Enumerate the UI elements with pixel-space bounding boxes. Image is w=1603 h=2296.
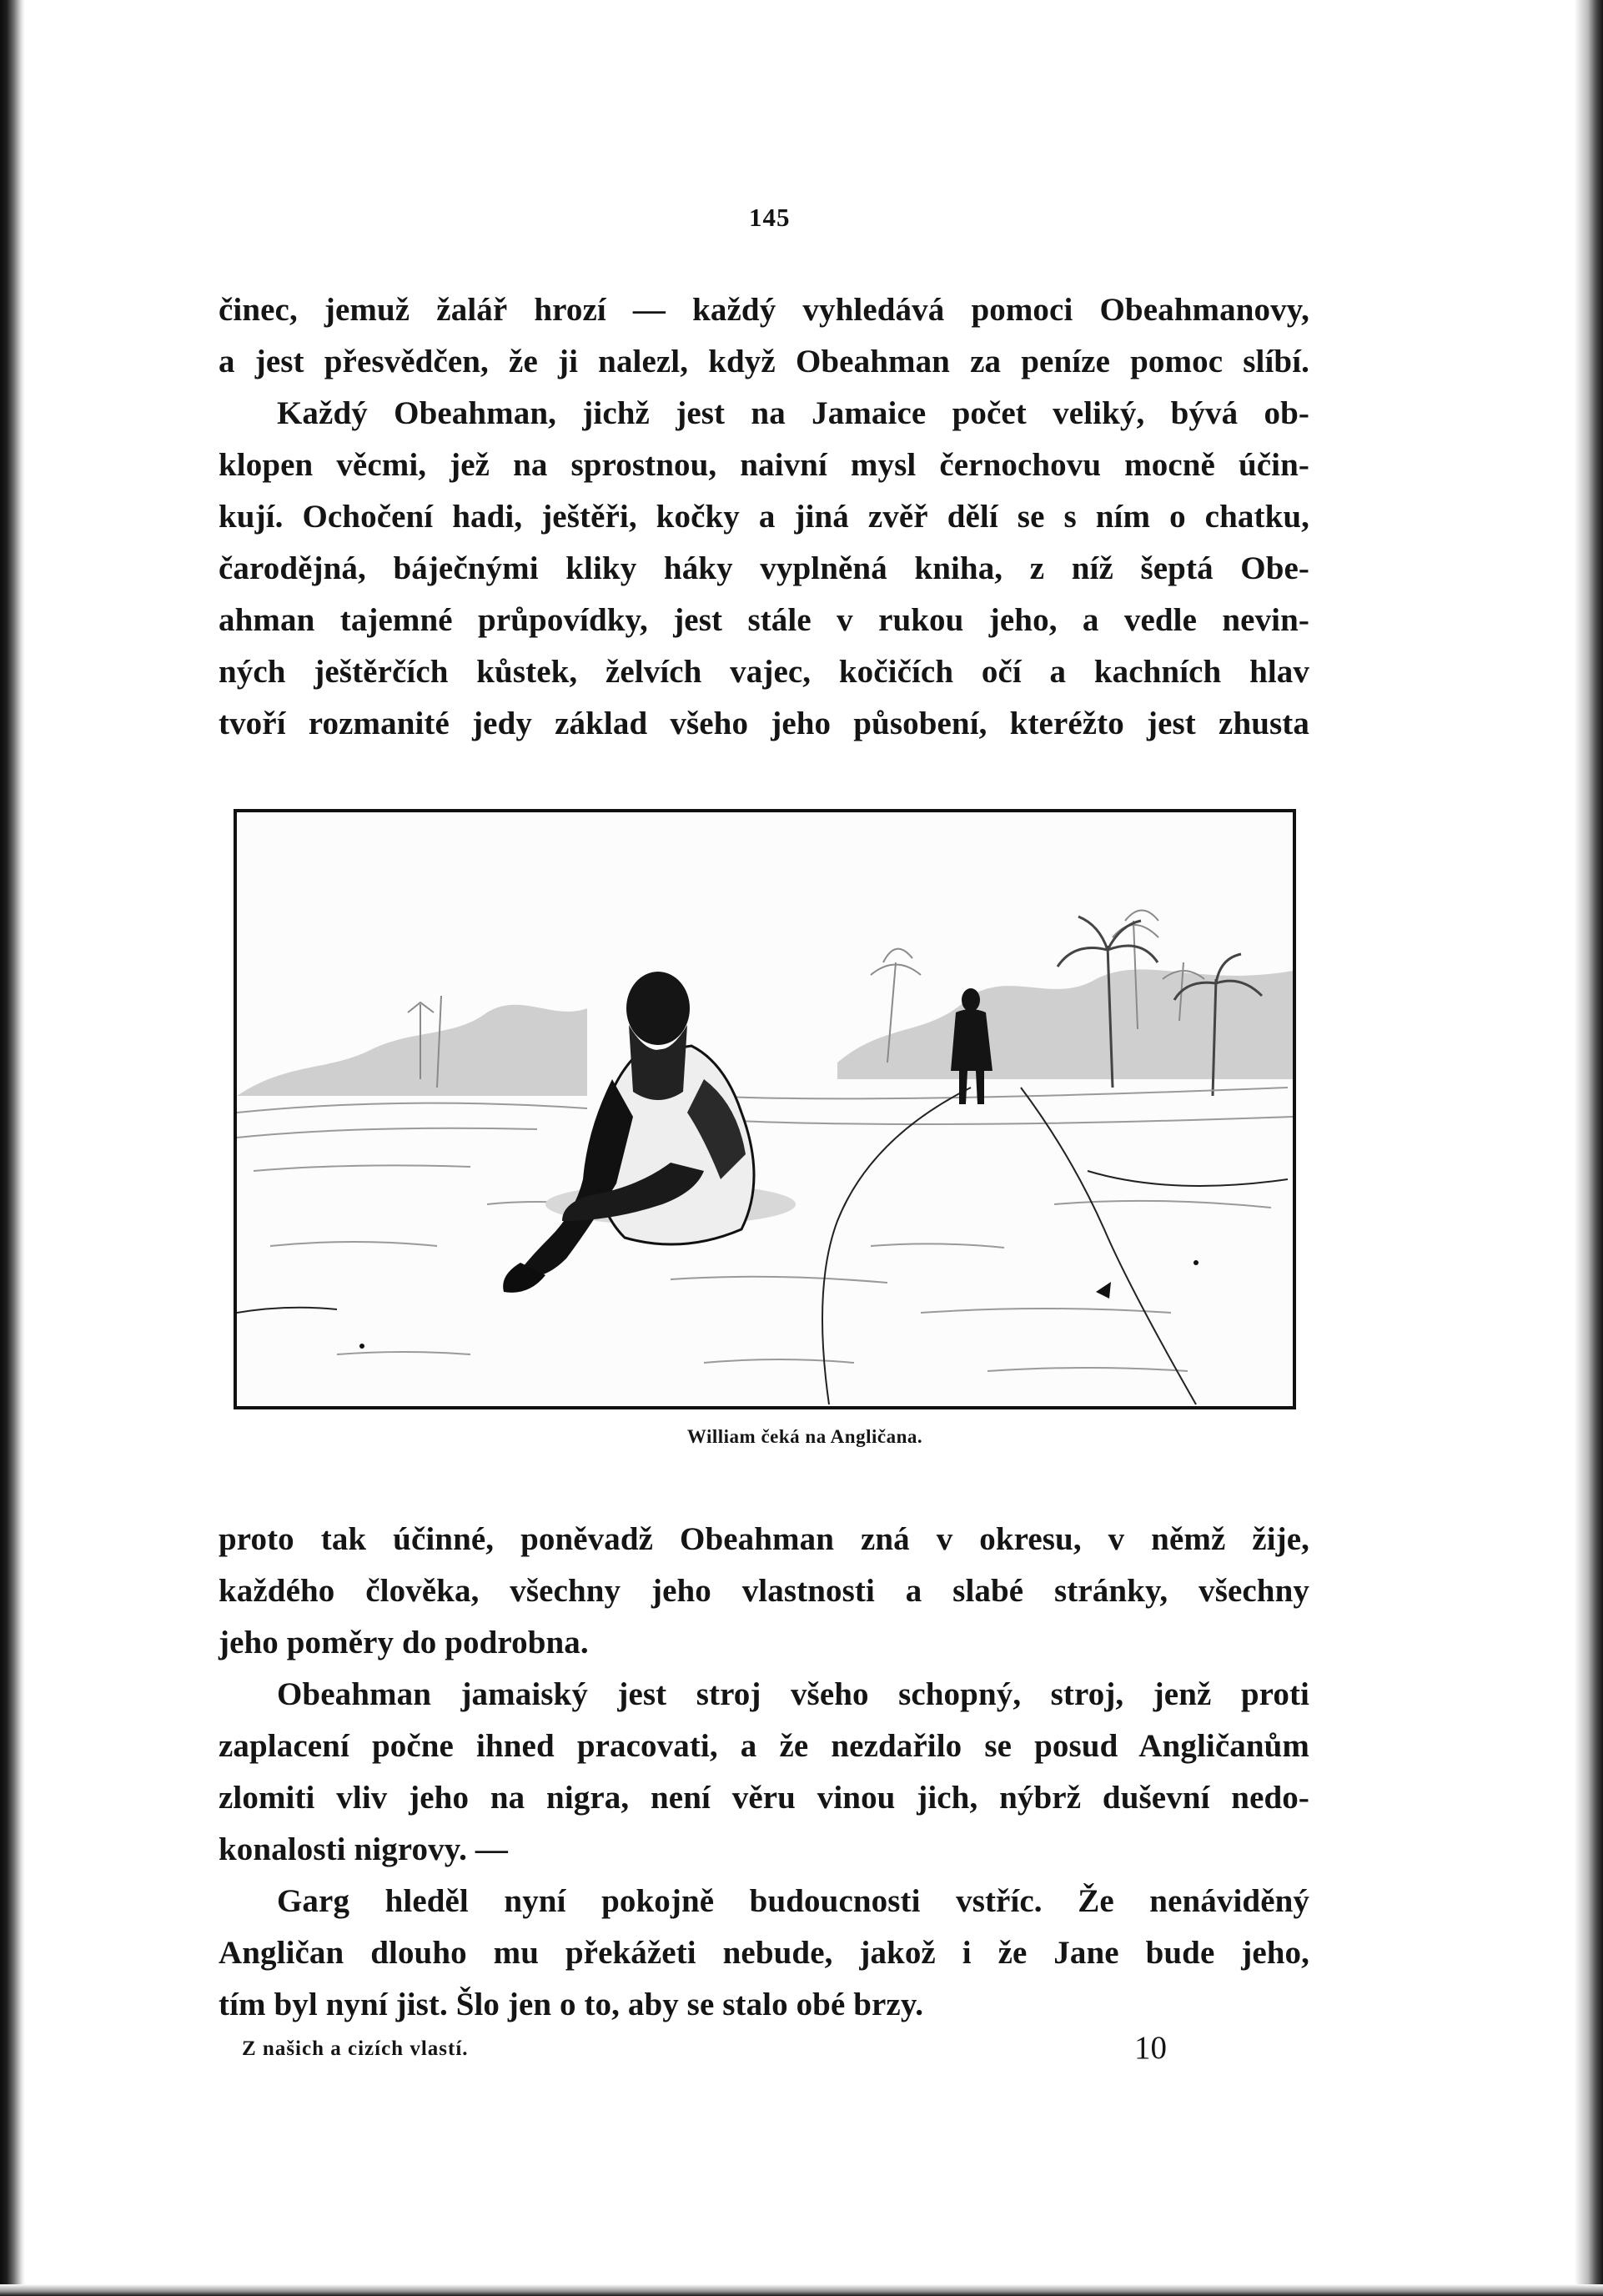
illustration-engraving xyxy=(234,809,1296,1409)
text-line: konalosti nigrovy. — xyxy=(219,1831,508,1867)
text-line: Každý Obeahman, jichž jest na Jamaice počet veliký, bývá ob- xyxy=(277,395,1309,431)
scan-edge-left xyxy=(0,0,25,2296)
text-line: ných ještěrčích kůstek, želvích vajec, kočičích očí a kachních hlav xyxy=(219,654,1309,690)
illustration-caption: William čeká na Angličana. xyxy=(686,1426,923,1447)
text-line: tvoří rozmanité jedy základ všeho jeho působení, kteréžto jest zhusta xyxy=(219,706,1309,741)
text-line: jeho poměry do podrobna. xyxy=(219,1625,589,1660)
text-line: každého člověka, všechny jeho vlastnosti a slabé stránky, všechny xyxy=(219,1573,1309,1609)
text-line: zaplacení počne ihned pracovati, a že nezdařilo se posud Angličanům xyxy=(219,1728,1309,1764)
text-line: čarodějná, báječnými kliky háky vyplněná kniha, z níž šeptá Obe- xyxy=(219,550,1309,586)
page-number: 145 xyxy=(749,203,791,232)
text-line: tím byl nyní jist. Šlo jen o to, aby se stalo obé brzy. xyxy=(219,1987,924,2022)
text-line: klopen věcmi, jež na sprostnou, naivní mysl černochovu mocně účin- xyxy=(219,447,1309,483)
scan-edge-bottom xyxy=(0,2284,1603,2296)
text-line: zlomiti vliv jeho na nigra, není věru vinou jich, nýbrž duševní nedo- xyxy=(219,1780,1309,1816)
text-line: Garg hleděl nyní pokojně budoucnosti vstříc. Že nenáviděný xyxy=(277,1883,1309,1919)
text-line: Angličan dlouho mu překážeti nebude, jakož i že Jane bude jeho, xyxy=(219,1935,1309,1971)
text-block-top xyxy=(219,284,1309,750)
text-line: kují. Ochočení hadi, ještěři, kočky a jiná zvěř dělí se s ním o chatku, xyxy=(219,499,1309,535)
text-line: Obeahman jamaiský jest stroj všeho schopný, stroj, jenž proti xyxy=(277,1676,1309,1712)
text-line: ahman tajemné průpovídky, jest stále v rukou jeho, a vedle nevin- xyxy=(219,602,1309,638)
footer-title: Z našich a cizích vlastí. xyxy=(242,2037,469,2060)
scan-edge-right xyxy=(1575,0,1603,2296)
text-line: činec, jemuž žalář hrozí — každý vyhledává pomoci Obeahmanovy, xyxy=(219,292,1309,328)
text-line: proto tak účinné, poněvadž Obeahman zná v okresu, v němž žije, xyxy=(219,1521,1309,1557)
signature-mark: 10 xyxy=(1134,2030,1167,2066)
text-block-bottom xyxy=(219,1514,1309,2031)
text-line: a jest přesvědčen, že ji nalezl, když Obeahman za peníze pomoc slíbí. xyxy=(219,344,1309,379)
